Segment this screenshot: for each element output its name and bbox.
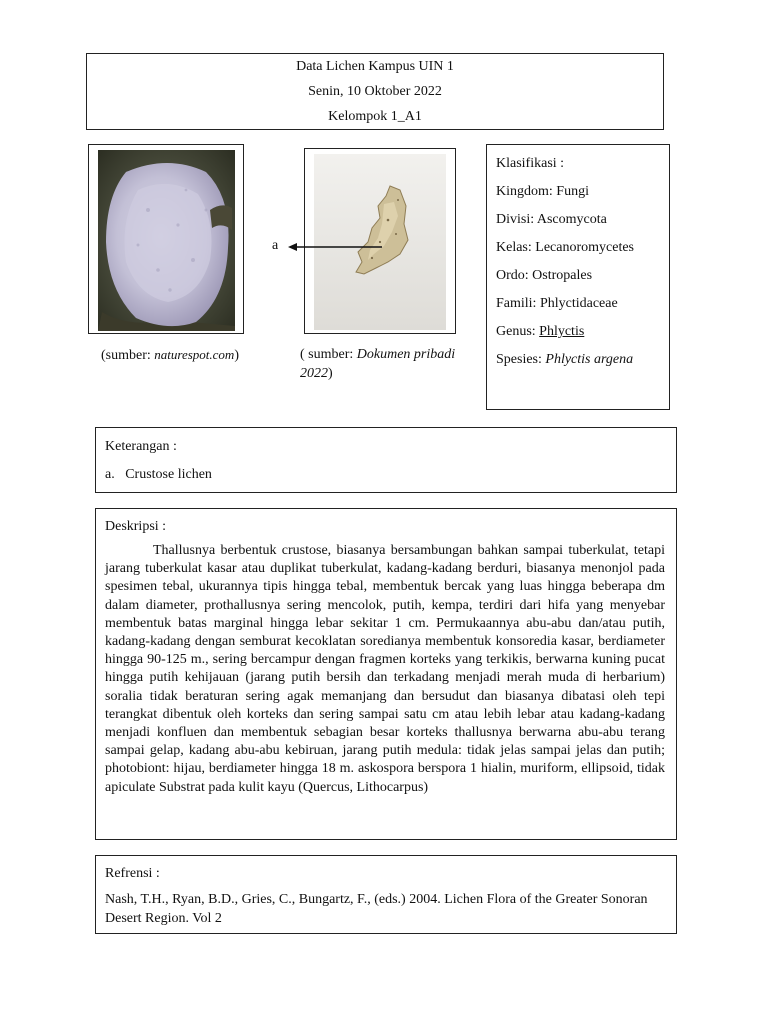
- deskripsi-text: Thallusnya berbentuk crustose, biasanya bersambungan bahkan sampai tuberkulat, tetapi jarang tuberkulat kasar atau duplikat tuberkulat, kadang-kadang berduri, biasanya menonjol pada spesimen tebal, ukurannya tipis hingga tebal, membentuk bercak yang luas hingga beberapa dm dalam diameter, prothallusnya sering mencolok, putih, kempa, terdiri dari hifa yang menyebar membentuk batas marginal hingga lebar sekitar 1 cm. Permukaannya abu-abu dan/atau putih, kadang-kadang dengan semburat kecoklatan soredianya membentuk konsoredia kasar, berdiameter hingga 90-125 m., sering bercampur dengan fragmen korteks yang terkikis, berwarna kuning pucat hingga putih kehijauan (jarang putih bersih dan terkadang menjadi merah muda di herbarium) soralia tidak beraturan sering agak memanjang dan bersudut dan biasanya dibatasi oleh tepi terangkat dibentuk oleh korteks dan sering sampai satu cm atau lebih lebar atau kadang-kadang menjadi konfluen dan membentuk sebagian besar korteks thallusnya berwarna abu-abu terang sampai gelap, kadang abu-abu kebiruan, jarang putih medula: tidak jelas sampai jelas dan putih; photobiont: hijau, berdiameter hingga 18 m. askospora berspora 1 hialin, muriform, ellipsoid, tidak apiculate Substrat pada kulit kayu (Quercus, Lithocarpus): [105, 543, 665, 795]
- photo1-frame: [88, 144, 244, 334]
- keterangan-item: a. Crustose lichen: [105, 467, 212, 482]
- kelas: Kelas: Lecanoromycetes: [496, 240, 634, 255]
- referensi-box: [95, 855, 677, 934]
- photo1-caption: (sumber: naturespot.com): [101, 347, 239, 363]
- document-title: Data Lichen Kampus UIN 1: [296, 59, 454, 74]
- kingdom: Kingdom: Fungi: [496, 184, 589, 199]
- document-date: Senin, 10 Oktober 2022: [308, 84, 442, 99]
- header-box: [86, 53, 664, 130]
- photo1-source: naturespot.com: [154, 347, 235, 362]
- arrow-label: a: [272, 238, 279, 253]
- ordo: Ordo: Ostropales: [496, 268, 593, 283]
- genus-value: Phlyctis: [539, 324, 585, 339]
- referensi-title: Refrensi :: [105, 866, 160, 881]
- classification-title: Klasifikasi :: [496, 156, 565, 171]
- classification-box: [486, 144, 670, 410]
- deskripsi-title: Deskripsi :: [105, 519, 167, 534]
- deskripsi-box: [95, 508, 677, 840]
- genus: Genus: Phlyctis: [496, 324, 585, 339]
- spesies: Spesies: Phlyctis argena: [496, 352, 634, 367]
- keterangan-box: [95, 427, 677, 493]
- photo2-source: Dokumen pribadi 2022: [300, 347, 456, 381]
- spesies-value: Phlyctis argena: [545, 352, 634, 367]
- keterangan-title: Keterangan :: [105, 439, 177, 454]
- famili: Famili: Phlyctidaceae: [496, 296, 618, 311]
- group-name: Kelompok 1_A1: [328, 109, 422, 124]
- lichen-photo-naturespot: [98, 150, 235, 331]
- referensi-text: Nash, T.H., Ryan, B.D., Gries, C., Bungartz, F., (eds.) 2004. Lichen Flora of the Greater Sonoran Desert Region. Vol 2: [105, 892, 648, 926]
- photo2-caption: ( sumber: Dokumen pribadi 2022): [300, 347, 456, 381]
- divisi: Divisi: Ascomycota: [496, 212, 607, 227]
- pointer-arrow-icon: [286, 240, 382, 254]
